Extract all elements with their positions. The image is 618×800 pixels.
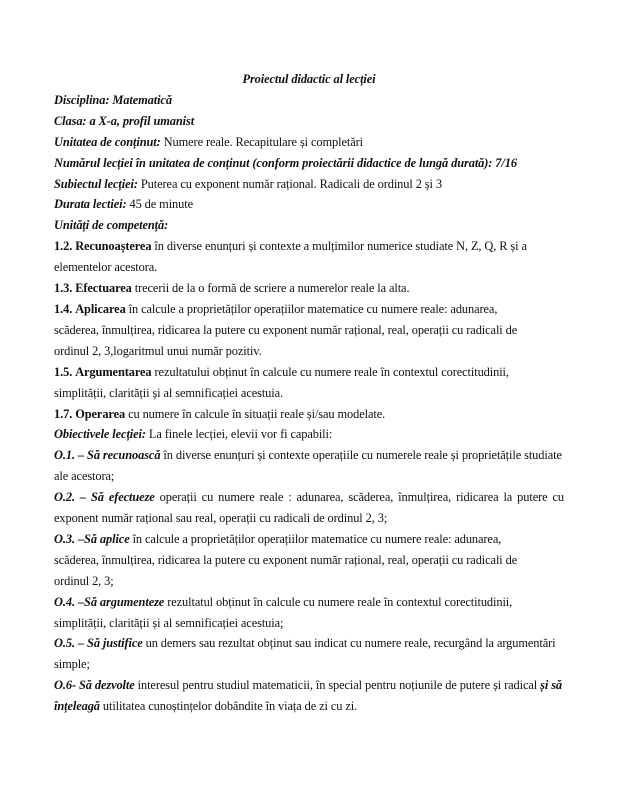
competenta-item (54, 362, 564, 383)
disciplina-heading: Disciplina: Matematică (54, 92, 172, 107)
competenta-item (54, 278, 564, 299)
competenta-text: în diverse enunțuri și contexte a mulțimilor numerice studiate N, Z, Q, R și a (151, 239, 527, 254)
obiectiv-text: rezultatul obținut în calcule cu numere reale în contextul corectitudinii, (164, 594, 513, 609)
subiectul-value: Puterea cu exponent număr rațional. Radicali de ordinul 2 și 3 (137, 176, 442, 191)
obiectiv-text: interesul pentru studiul matematicii, în special pentru noțiunile de putere și radical (134, 678, 541, 693)
durata-label: Durata lectiei: (54, 197, 127, 212)
obiectiv-code: O.4. –Să argumenteze (54, 594, 165, 609)
obiectiv-text: în calcule a proprietăților operațiilor matematice cu numere reale: adunarea, (129, 531, 502, 546)
competenta-num: 1.7. (54, 406, 73, 421)
competenta-verb: Operarea (75, 406, 126, 421)
obiectiv-text-cont: ale acestora; (54, 469, 115, 484)
competenta-item (54, 236, 564, 257)
obiectiv-code: O.3. –Să aplice (54, 531, 130, 546)
competenta-verb: Aplicarea (75, 301, 126, 316)
competenta-num: 1.2. (54, 239, 73, 254)
competenta-text-cont: scăderea, înmulțirea, ridicarea la putere cu exponent număr rațional, real, operații cu radicali de (54, 322, 518, 337)
competenta-item (54, 404, 564, 425)
competenta-text: în calcule a proprietăților operațiilor matematice cu numere reale: adunarea, (125, 301, 498, 316)
obiective-value: La finele lecției, elevii vor fi capabili: (145, 427, 333, 442)
obiectiv-o3 (54, 529, 564, 550)
competenta-text-cont: ordinul 2, 3,logaritmul unui număr pozitiv. (54, 343, 262, 358)
obiectiv-code: O.1. – Să recunoască (54, 448, 161, 463)
obiectiv-code: O.5. – Să justifice (54, 636, 143, 651)
obiectiv-text-cont: simple; (54, 657, 90, 672)
competenta-verb: Argumentarea (75, 364, 152, 379)
competenta-text: rezultatului obținut în calcule cu numere reale în contextul corectitudinii, (151, 364, 509, 379)
obiectiv-text-cont (54, 696, 564, 717)
obiectiv-text: utilitatea cunoștințelor dobândite în viața de zi cu zi. (99, 699, 358, 714)
obiectiv-emphasis: și să (540, 678, 563, 693)
durata-line (54, 194, 564, 215)
subiectul-label: Subiectul lecției: (54, 176, 138, 191)
obiectiv-text-cont: ordinul 2, 3; (54, 573, 114, 588)
durata-value: 45 de minute (126, 197, 193, 212)
document-title: Proiectul didactic al lecției (242, 72, 376, 86)
subiectul-line (54, 174, 564, 195)
numarul-lectiei: Numărul lecției în unitatea de conținut (conform proiectării didactice de lungă durată): 7/16 (54, 155, 517, 170)
obiectiv-emphasis: înțeleagă (54, 699, 100, 714)
competenta-num: 1.5. (54, 364, 73, 379)
competenta-num: 1.3. (54, 281, 73, 296)
competenta-text-cont: simplității, clarității și al semnificației acestuia. (54, 385, 284, 400)
clasa-heading: Clasa: a X-a, profil umanist (54, 113, 195, 128)
obiectiv-o5 (54, 633, 564, 654)
obiectiv-o1 (54, 445, 564, 466)
obiectiv-text-cont: scăderea, înmulțirea, ridicarea la putere cu exponent număr rațional, real, operații cu radicali de (54, 552, 518, 567)
obiectiv-text-cont: simplității, clarității și al semnificației acestuia; (54, 615, 284, 630)
competenta-verb: Efectuarea (75, 281, 132, 296)
unitatea-label: Unitatea de conținut: (54, 134, 161, 149)
competenta-item (54, 299, 564, 320)
competenta-text: cu numere în calcule în situații reale și/sau modelate. (125, 406, 386, 421)
obiectiv-text: un demers sau rezultat obținut sau indicat cu numere reale, recurgând la argumentări (142, 636, 556, 651)
obiectiv-code: O.2. – Să efectueze (54, 490, 155, 505)
obiectiv-text: operații cu numere reale : adunarea, scăderea, înmulțirea, ridicarea la putere cu (154, 490, 564, 505)
competenta-text-cont: elementelor acestora. (54, 260, 158, 275)
unitatea-value: Numere reale. Recapitulare și completări (160, 134, 363, 149)
competenta-verb: Recunoașterea (75, 239, 152, 254)
obiective-line (54, 424, 564, 445)
unitatea-line (54, 132, 564, 153)
competente-heading: Unități de competență: (54, 218, 169, 233)
competenta-text: trecerii de la o formă de scriere a numerelor reale la alta. (131, 281, 410, 296)
obiectiv-text: în diverse enunțuri și contexte operațiile cu numerele reale și proprietățile studiate (160, 448, 562, 463)
obiective-label: Obiectivele lecției: (54, 427, 146, 442)
obiectiv-code: O.6- Să dezvolte (54, 678, 135, 693)
obiectiv-o4 (54, 592, 564, 613)
obiectiv-o6 (54, 675, 564, 696)
obiectiv-o2 (54, 487, 564, 508)
obiectiv-text-cont: exponent număr rațional sau real, operații cu radicali de ordinul 2, 3; (54, 511, 388, 526)
competenta-num: 1.4. (54, 301, 73, 316)
